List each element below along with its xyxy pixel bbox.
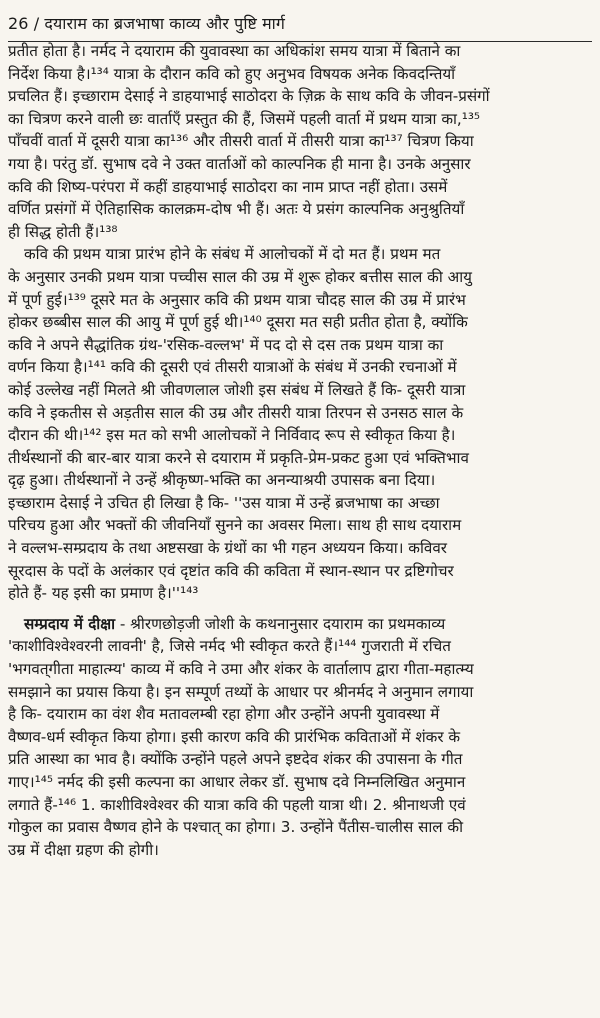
text-line: निर्देश किया है।¹³⁴ यात्रा के दौरान कवि को हुए अनुभव विषयक अनेक किवदन्तियाँ [8,64,456,83]
text-line: कवि ने अपने सैद्धांतिक ग्रंथ-'रसिक-वल्लभ' में पद दो से दस तक प्रथम यात्रा का [8,335,444,354]
running-title: 26 / दयाराम का ब्रजभाषा काव्य और पुष्टि मार्ग [8,14,286,33]
text-line: दृढ़ हुआ। तीर्थस्थानों ने उन्हें श्रीकृष्ण-भक्ति का अनन्याश्रयी उपासक बना दिया। [8,471,436,490]
text-line: है कि- दयाराम का वंश शैव मतावलम्बी रहा होगा और उन्होंने अपनी युवावस्था में [8,705,440,724]
text-line: ने वल्लभ-सम्प्रदाय के तथा अष्टसखा के ग्रंथों का भी गहन अध्ययन किया। कविवर [8,539,447,558]
text-line: पाँचवीं वार्ता में दूसरी यात्रा का¹³⁶ और तीसरी वार्ता में तीसरी यात्रा का¹³⁷ चित्रण किया [8,132,474,151]
text-line [8,613,592,636]
paragraph-3 [8,613,592,862]
text-line: गाए।¹⁴⁵ नर्मद की इसी कल्पना का आधार लेकर डॉ. सुभाष दवे निम्नलिखित अनुमान [8,773,466,791]
page-body [8,40,592,861]
text-line: लगाते हैं-¹⁴⁶ 1. काशीविश्वेश्वर की यात्रा कवि की पहली यात्रा थी। 2. श्रीनाथजी एवं [8,795,466,814]
page-header [8,6,592,42]
text-line: 'काशीविश्वेश्वरनी लावनी' है, जिसे नर्मद भी स्वीकृत करते हैं।¹⁴⁴ गुजराती में रचित [8,637,451,656]
section-heading: सम्प्रदाय में दीक्षा [24,614,116,633]
text-line: उम्र में दीक्षा ग्रहण की होगी। [8,840,159,859]
text-line: प्रति आस्था का भाव है। क्योंकि उन्होंने पहले अपने इष्टदेव शंकर की उपासना के गीत [8,750,463,769]
text-line: तीर्थस्थानों की बार-बार यात्रा करने से दयाराम में प्रकृति-प्रेम-प्रकट हुआ एवं भक्तिभाव [8,448,469,467]
text-line: 'भगवत्‌गीता माहात्म्य' काव्य में कवि ने उमा और शंकर के वार्तालाप द्वारा गीता-महात्म्य [8,660,474,679]
text-line: होकर छब्बीस साल की आयु में पूर्ण हुई थी।¹⁴⁰ दूसरा मत सही प्रतीत होता है, क्योंकि [8,313,468,332]
text-line: समझाने का प्रयास किया है। इन सम्पूर्ण तथ्यों के आधार पर श्रीनर्मद ने अनुमान लगाया [8,682,474,701]
heading-continuation: - श्रीरणछोड़जी जोशी के कथनानुसार दयाराम का प्रथमकाव्य [115,614,446,633]
text-line: होते हैं- यह इसी का प्रमाण है।''¹⁴³ [8,584,199,603]
text-line: प्रतीत होता है। नर्मद ने दयाराम की युवावस्था का अधिकांश समय यात्रा में बिताने का [8,42,461,60]
text-line: कोई उल्लेख नहीं मिलते श्री जीवणलाल जोशी इस संबंध में लिखते हैं कि- दूसरी यात्रा [8,380,466,399]
text-line: दौरान की थी।¹⁴² इस मत को सभी आलोचकों ने निर्विवाद रूप से स्वीकृत किया है। [8,426,456,445]
text-line: कवि की प्रथम यात्रा प्रारंभ होने के संबंध में आलोचकों में दो मत हैं। प्रथम मत [24,245,441,264]
text-line: में पूर्ण हुई।¹³⁹ दूसरे मत के अनुसार कवि की प्रथम यात्रा चौदह साल की उम्र में प्रारंभ [8,290,466,309]
text-line: ही सिद्ध होती हैं।¹³⁸ [8,222,118,241]
text-line: प्रचलित हैं। इच्छाराम देसाई ने डाहयाभाई साठोदरा के ज़िक्र के साथ कवि के जीवन-प्रसंगों [8,87,490,106]
text-line: गया है। परंतु डॉ. सुभाष दवे ने उक्त वार्ताओं को काल्पनिक ही माना है। उनके अनुसार [8,154,471,173]
text-line: कवि ने इकतीस से अड़तीस साल की उम्र और तीसरी यात्रा तिरपन से उनसठ साल के [8,403,464,422]
text-line: इच्छाराम देसाई ने उचित ही लिखा है कि- ''उस यात्रा में उन्हें ब्रजभाषा का अच्छा [8,493,440,512]
paragraph-2 [8,243,592,605]
text-line: के अनुसार उनकी प्रथम यात्रा पच्चीस साल की उम्र में शुरू होकर बत्तीस साल की आयु [8,267,472,286]
paragraph-gap [8,605,592,613]
text-line: कवि की शिष्य-परंपरा में कहीं डाहयाभाई साठोदरा का नाम प्राप्त नहीं होता। उसमें [8,177,448,196]
text-line: वैष्णव-धर्म स्वीकृत किया होगा। इसी कारण कवि की प्रारंभिक कविताओं में शंकर के [8,727,461,746]
paragraph-1 [8,40,592,243]
text-line: वर्णित प्रसंगों में ऐतिहासिक कालक्रम-दोष भी हैं। अतः ये प्रसंग काल्पनिक अनुश्रुतियाँ [8,200,465,219]
text-line: परिचय हुआ और भक्तों की जीवनियाँ सुनने का अवसर मिला। साथ ही साथ दयाराम [8,516,462,535]
text-line: वर्णन किया है।¹⁴¹ कवि की दूसरी एवं तीसरी यात्राओं के संबंध में उनकी रचनाओं में [8,358,457,377]
text-line: सूरदास के पदों के अलंकार एवं दृष्टांत कवि की कविता में स्थान-स्थान पर द्रष्टिगोचर [8,561,454,580]
text-line: का चित्रण करने वाली छः वार्ताएँ प्रस्तुत की हैं, जिसमें पहली वार्ता में प्रथम यात्रा का,¹³⁵ [8,109,481,128]
text-line: गोकुल का प्रवास वैष्णव होने के पश्चात् का होगा। 3. उन्होंने पैंतीस-चालीस साल की [8,818,464,837]
